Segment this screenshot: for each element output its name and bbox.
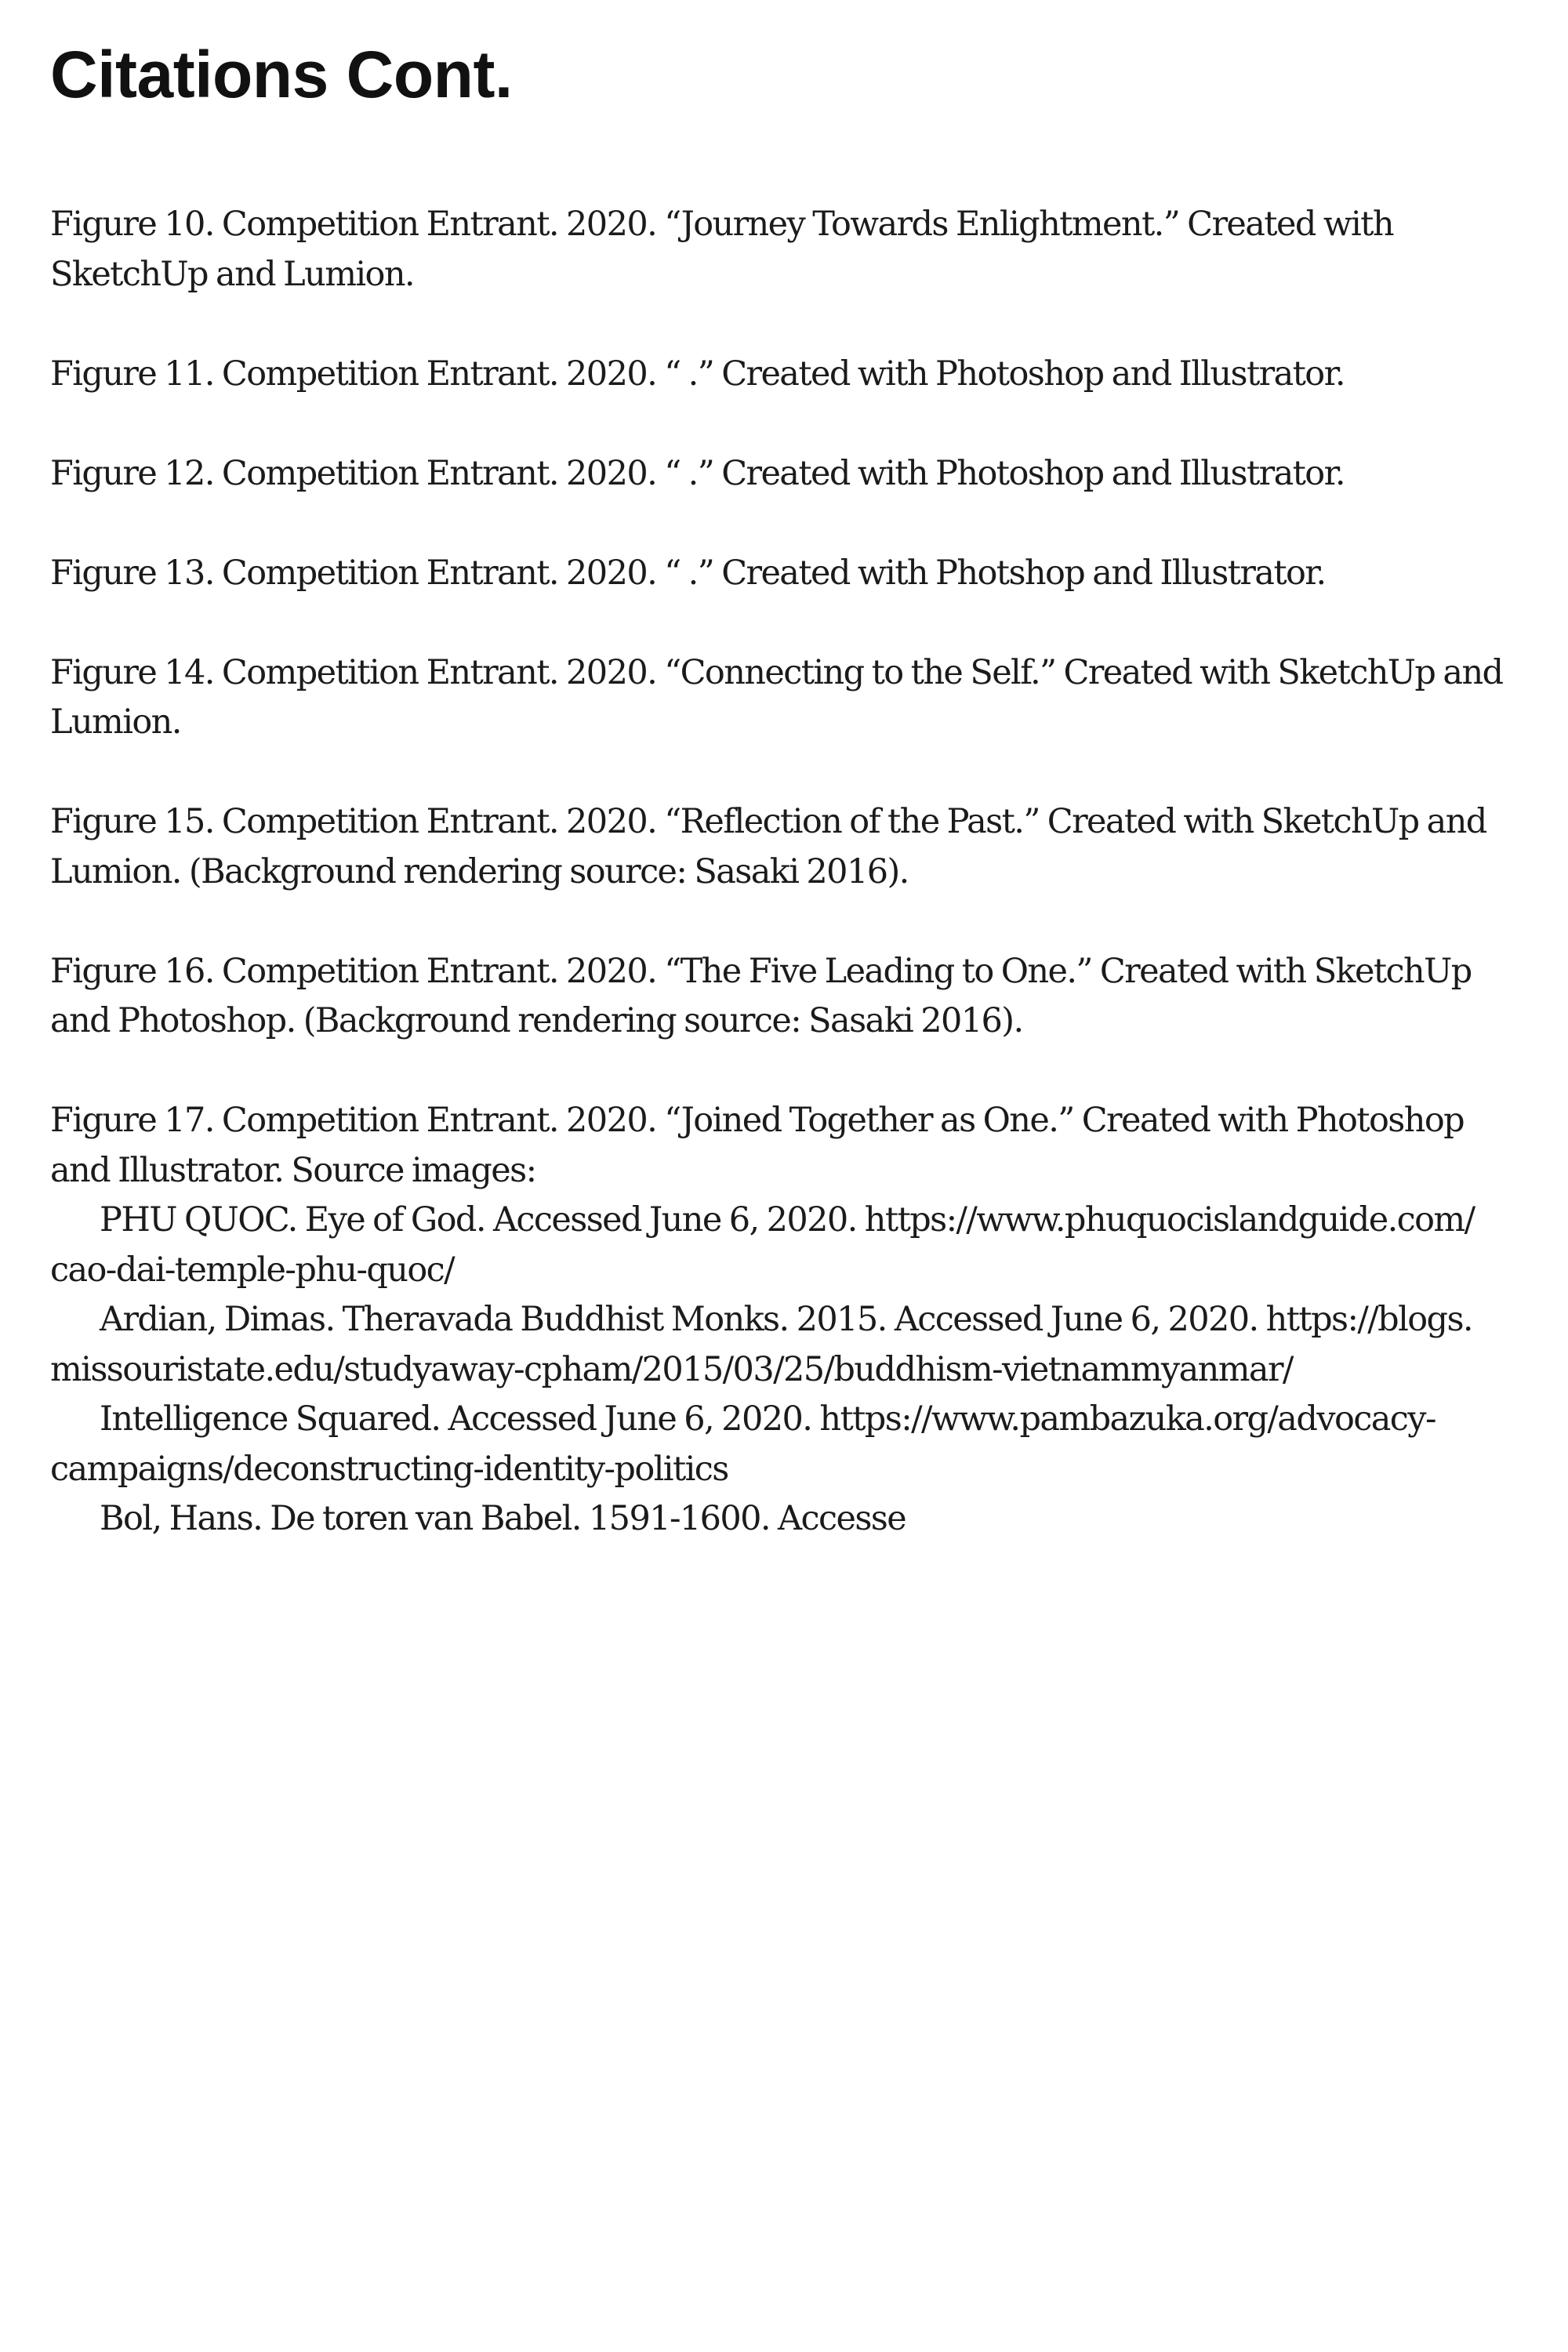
- source-image-citation: Bol, Hans. De toren van Babel. 1591-1600. Accesse: [100, 1499, 906, 1538]
- citation-figure-15: Figure 15. Competition Entrant. 2020. “Reflection of the Past.” Created with SketchUp and Lumion. (Background rendering source: Sasaki 2016).: [50, 802, 1486, 891]
- source-image-citation: Intelligence Squared. Accessed June 6, 2020. https://www.pambazuka.org/advocacy- campaigns/deconstructing-identity-politics: [50, 1399, 1436, 1489]
- source-image-citation: Ardian, Dimas. Theravada Buddhist Monks. 2015. Accessed June 6, 2020. https://blogs. missouristate.edu/studyaway-cpham/2015/03/25/buddhism-vietnammyanmar/: [50, 1300, 1472, 1389]
- citation-figure-13: Figure 13. Competition Entrant. 2020. “ .” Created with Photshop and Illustrator.: [50, 553, 1326, 593]
- citation-figure-12: Figure 12. Competition Entrant. 2020. “ .” Created with Photoshop and Illustrator.: [50, 453, 1345, 493]
- citation-figure-10: Figure 10. Competition Entrant. 2020. “Journey Towards Enlightment.” Created with SketchUp and Lumion.: [50, 205, 1393, 294]
- citation-figure-17: Figure 17. Competition Entrant. 2020. “Joined Together as One.” Created with Photoshop and Illustrator. Source images:: [50, 1101, 1465, 1190]
- citation-figure-14: Figure 14. Competition Entrant. 2020. “Connecting to the Self.” Created with SketchUp and Lumion.: [50, 652, 1503, 742]
- page-title: Citations Cont.: [50, 38, 513, 111]
- citation-figure-16: Figure 16. Competition Entrant. 2020. “The Five Leading to One.” Created with SketchUp and Photoshop. (Background rendering source: Sasaki 2016).: [50, 951, 1472, 1040]
- citation-list: [50, 200, 1524, 1594]
- citation-figure-11: Figure 11. Competition Entrant. 2020. “ .” Created with Photoshop and Illustrator.: [50, 354, 1345, 394]
- source-image-citation: PHU QUOC. Eye of God. Accessed June 6, 2020. https://www.phuquocislandguide.com/ cao-dai-temple-phu-quoc/: [50, 1200, 1475, 1290]
- citation-figure-17-block: [50, 1096, 1524, 1544]
